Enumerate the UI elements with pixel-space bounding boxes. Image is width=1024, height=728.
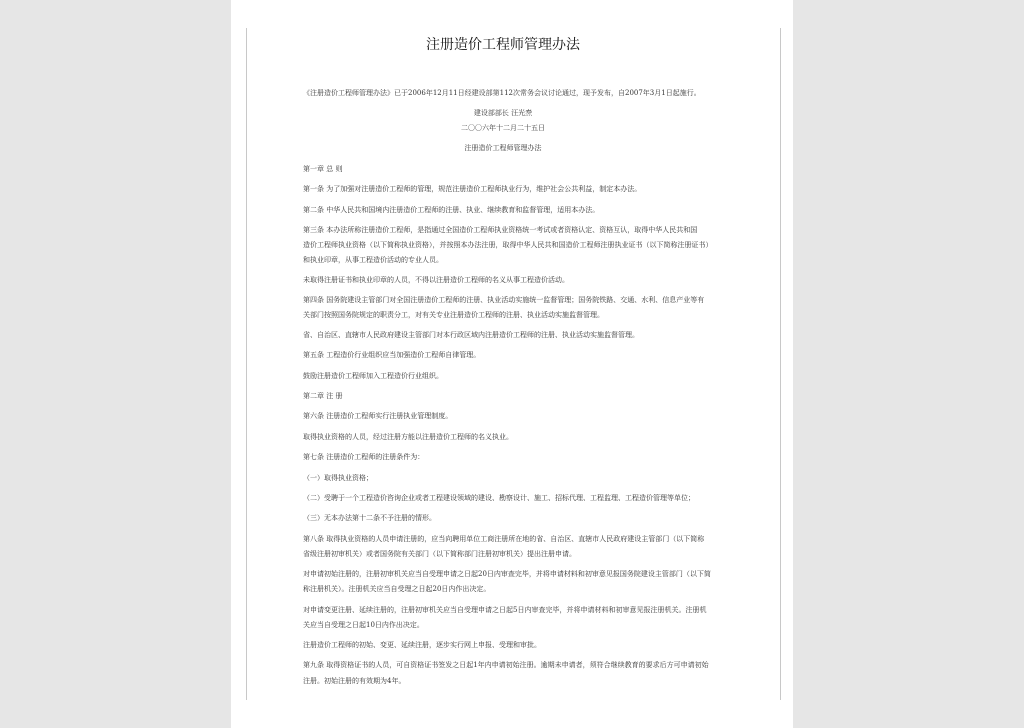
body-line: 第一章 总 则 [303, 165, 343, 173]
body-line: 省级注册初审机关）或者国务院有关部门（以下简称部门注册初审机关）提出注册申请。 [303, 550, 576, 558]
body-line: 建设部部长 汪光焘 [473, 109, 533, 117]
body-line: 《注册造价工程师管理办法》已于2006年12月11日经建设部第112次常务会议讨论通过，现予发布，自2007年3月1日起施行。 [303, 89, 701, 97]
page-right-rule [780, 28, 781, 700]
body-line: 第七条 注册造价工程师的注册条件为： [303, 453, 425, 461]
body-line: 和执业印章，从事工程造价活动的专业人员。 [303, 256, 443, 264]
document-title: 注册造价工程师管理办法 [426, 37, 580, 53]
body-line: 造价工程师执业资格（以下简称执业资格），并按照本办法注册，取得中华人民共和国造价工程师注册执业证书（以下简称注册证书） [303, 241, 713, 249]
body-line: 第八条 取得执业资格的人员申请注册的，应当向聘用单位工商注册所在地的省、自治区、直辖市人民政府建设主管部门（以下简称 [303, 535, 705, 543]
body-line: 第四条 国务院建设主管部门对全国注册造价工程师的注册、执业活动实施统一监督管理；国务院铁路、交通、水利、信息产业等有 [303, 296, 705, 304]
body-line: （三）无本办法第十二条不予注册的情形。 [303, 514, 436, 522]
body-line: 第二条 中华人民共和国境内注册造价工程师的注册、执业、继续教育和监督管理，适用本办法。 [303, 206, 600, 214]
body-line: 第六条 注册造价工程师实行注册执业管理制度。 [303, 412, 453, 420]
body-line: 对申请初始注册的，注册初审机关应当自受理申请之日起20日内审查完毕，并将申请材料和初审意见报国务院建设主管部门（以下简 [303, 570, 711, 578]
body-line: 第九条 取得资格证书的人员，可自资格证书签发之日起1年内申请初始注册。逾期未申请者，须符合继续教育的要求后方可申请初始 [303, 661, 709, 669]
body-line: 取得执业资格的人员，经过注册方能以注册造价工程师的名义执业。 [303, 433, 513, 441]
body-line: 注册。初始注册的有效期为4年。 [303, 677, 406, 685]
body-line: 省、自治区、直辖市人民政府建设主管部门对本行政区域内注册造价工程师的注册、执业活动实施监督管理。 [303, 331, 639, 339]
body-line: 注册造价工程师的初始、变更、延续注册，逐步实行网上申报、受理和审批。 [303, 641, 541, 649]
page-left-rule [246, 28, 247, 700]
body-line: 未取得注册证书和执业印章的人员，不得以注册造价工程师的名义从事工程造价活动。 [303, 276, 569, 284]
body-line: 第一条 为了加强对注册造价工程师的管理，规范注册造价工程师执业行为，维护社会公共利益，制定本办法。 [303, 185, 642, 193]
body-line: 关应当自受理之日起10日内作出决定。 [303, 621, 424, 629]
body-line: 第三条 本办法所称注册造价工程师，是指通过全国造价工程师执业资格统一考试或者资格认定、资格互认，取得中华人民共和国 [303, 226, 698, 234]
body-line: 对申请变更注册、延续注册的，注册初审机关应当自受理申请之日起5日内审查完毕，并将申请材料和初审意见报注册机关。注册机 [303, 606, 707, 614]
body-line: 第五条 工程造价行业组织应当加强造价工程师自律管理。 [303, 351, 481, 359]
body-line: 鼓励注册造价工程师加入工程造价行业组织。 [303, 372, 443, 380]
body-line: 第二章 注 册 [303, 392, 343, 400]
body-line: （二）受聘于一个工程造价咨询企业或者工程建设领域的建设、勘察设计、施工、招标代理、工程监理、工程造价管理等单位； [303, 494, 695, 502]
body-line: 关部门按照国务院规定的职责分工，对有关专业注册造价工程师的注册、执业活动实施监督管理。 [303, 311, 604, 319]
body-line: （一）取得执业资格； [303, 474, 373, 482]
body-line: 注册造价工程师管理办法 [464, 144, 542, 152]
body-line: 称注册机关）。注册机关应当自受理之日起20日内作出决定。 [303, 585, 491, 593]
body-line: 二〇〇六年十二月二十五日 [461, 124, 545, 132]
